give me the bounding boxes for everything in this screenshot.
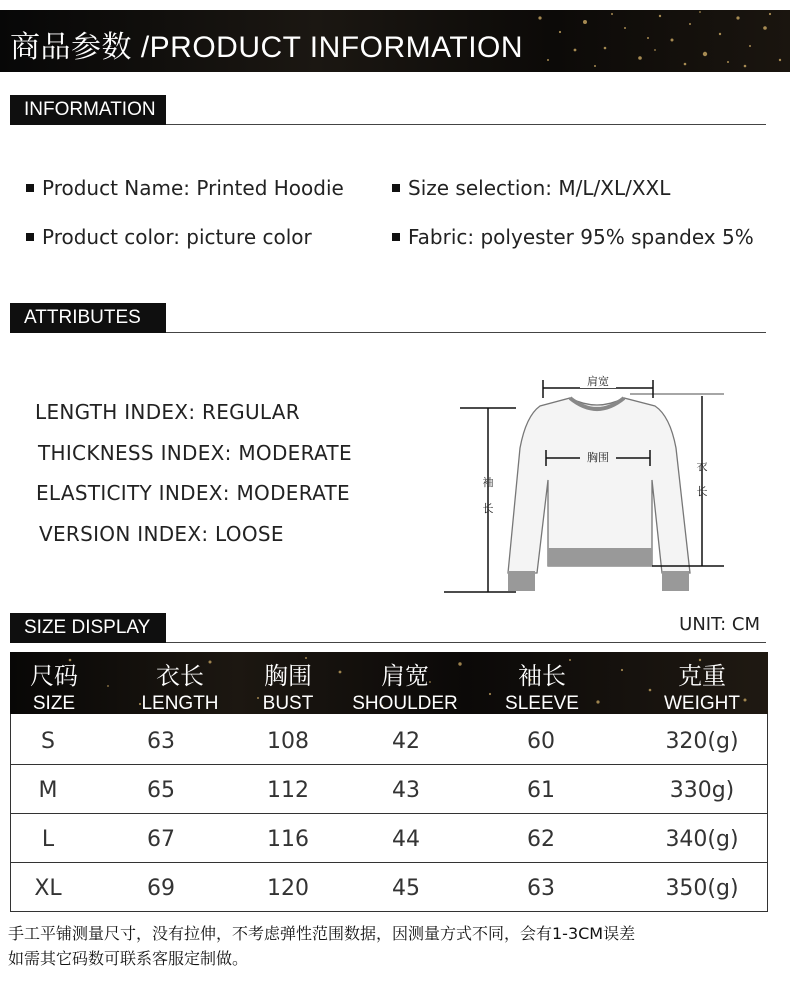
shoulder-label: 肩宽 — [587, 375, 609, 388]
page-title: 商品参数 /PRODUCT INFORMATION — [10, 31, 524, 64]
section-divider — [166, 124, 766, 125]
cell-bust: 108 — [267, 729, 309, 754]
table-row — [10, 863, 768, 912]
header-size: 尺码 SIZE — [30, 662, 78, 714]
cell-sleeve: 62 — [527, 827, 555, 852]
cell-bust: 112 — [267, 778, 309, 803]
sweater-icon — [508, 398, 690, 573]
cell-length: 67 — [147, 827, 175, 852]
cell-weight: 320(g) — [665, 729, 739, 754]
size-table-header — [10, 652, 768, 714]
attr-version-index: VERSION INDEX: LOOSE — [39, 522, 284, 546]
cell-weight: 330g) — [669, 778, 735, 803]
section-label-size-display: SIZE DISPLAY — [10, 613, 166, 643]
info-text: Fabric: polyester 95% spandex 5% — [408, 225, 754, 249]
right-cuff — [662, 571, 689, 591]
cell-shoulder: 43 — [392, 778, 420, 803]
cell-shoulder: 44 — [392, 827, 420, 852]
length-label-1: 衣 — [696, 460, 708, 473]
info-text: Product Name: Printed Hoodie — [42, 176, 344, 200]
section-divider — [166, 332, 766, 333]
info-size-selection — [392, 176, 670, 200]
cell-bust: 120 — [267, 876, 309, 901]
header-bust: 胸围 BUST — [262, 662, 314, 714]
cell-size: L — [41, 827, 55, 852]
bullet-icon — [392, 233, 400, 241]
section-label-attributes: ATTRIBUTES — [10, 303, 166, 333]
measurement-note: 手工平铺测量尺寸，没有拉伸，不考虑弹性范围数据，因测量方式不同，会有1-3CM误差 — [8, 924, 636, 943]
info-product-name — [26, 176, 344, 200]
cell-shoulder: 42 — [392, 729, 420, 754]
cell-sleeve: 61 — [527, 778, 555, 803]
cell-sleeve: 63 — [527, 876, 555, 901]
bullet-icon — [26, 184, 34, 192]
cell-size: M — [38, 778, 58, 803]
bust-label: 胸围 — [587, 451, 609, 464]
bullet-icon — [26, 233, 34, 241]
cell-bust: 116 — [267, 827, 309, 852]
attr-thickness-index: THICKNESS INDEX: MODERATE — [38, 441, 352, 465]
hem-band — [548, 548, 652, 566]
cell-weight: 340(g) — [665, 827, 739, 852]
info-product-color — [26, 225, 312, 249]
section-divider — [166, 642, 766, 643]
bullet-icon — [392, 184, 400, 192]
left-cuff — [508, 571, 535, 591]
cell-length: 63 — [147, 729, 175, 754]
table-row — [10, 716, 768, 765]
garment-measurement-diagram — [440, 368, 740, 600]
cell-size: XL — [34, 876, 62, 901]
header-length: 衣长 LENGTH — [141, 662, 219, 714]
sleeve-label-2: 长 — [482, 502, 494, 515]
unit-label: UNIT: CM — [679, 614, 760, 635]
table-row — [10, 765, 768, 814]
attr-length-index: LENGTH INDEX: REGULAR — [35, 400, 300, 424]
sleeve-label-1: 袖 — [482, 476, 494, 489]
cell-weight: 350(g) — [665, 876, 739, 901]
header-sleeve: 袖长 SLEEVE — [505, 662, 579, 714]
custom-size-note: 如需其它码数可联系客服定制做。 — [8, 949, 249, 968]
section-label-information: INFORMATION — [10, 95, 166, 125]
info-fabric — [392, 225, 754, 249]
header-shoulder: 肩宽 SHOULDER — [352, 662, 458, 714]
info-text: Size selection: M/L/XL/XXL — [408, 176, 671, 200]
cell-shoulder: 45 — [392, 876, 420, 901]
length-label-2: 长 — [696, 485, 708, 498]
table-row — [10, 814, 768, 863]
attr-elasticity-index: ELASTICITY INDEX: MODERATE — [36, 481, 350, 505]
cell-length: 65 — [147, 778, 175, 803]
cell-sleeve: 60 — [527, 729, 555, 754]
cell-length: 69 — [147, 876, 175, 901]
header-weight: 克重 WEIGHT — [664, 662, 740, 714]
cell-size: S — [41, 729, 55, 754]
title-banner — [0, 10, 790, 72]
info-text: Product color: picture color — [42, 225, 312, 249]
